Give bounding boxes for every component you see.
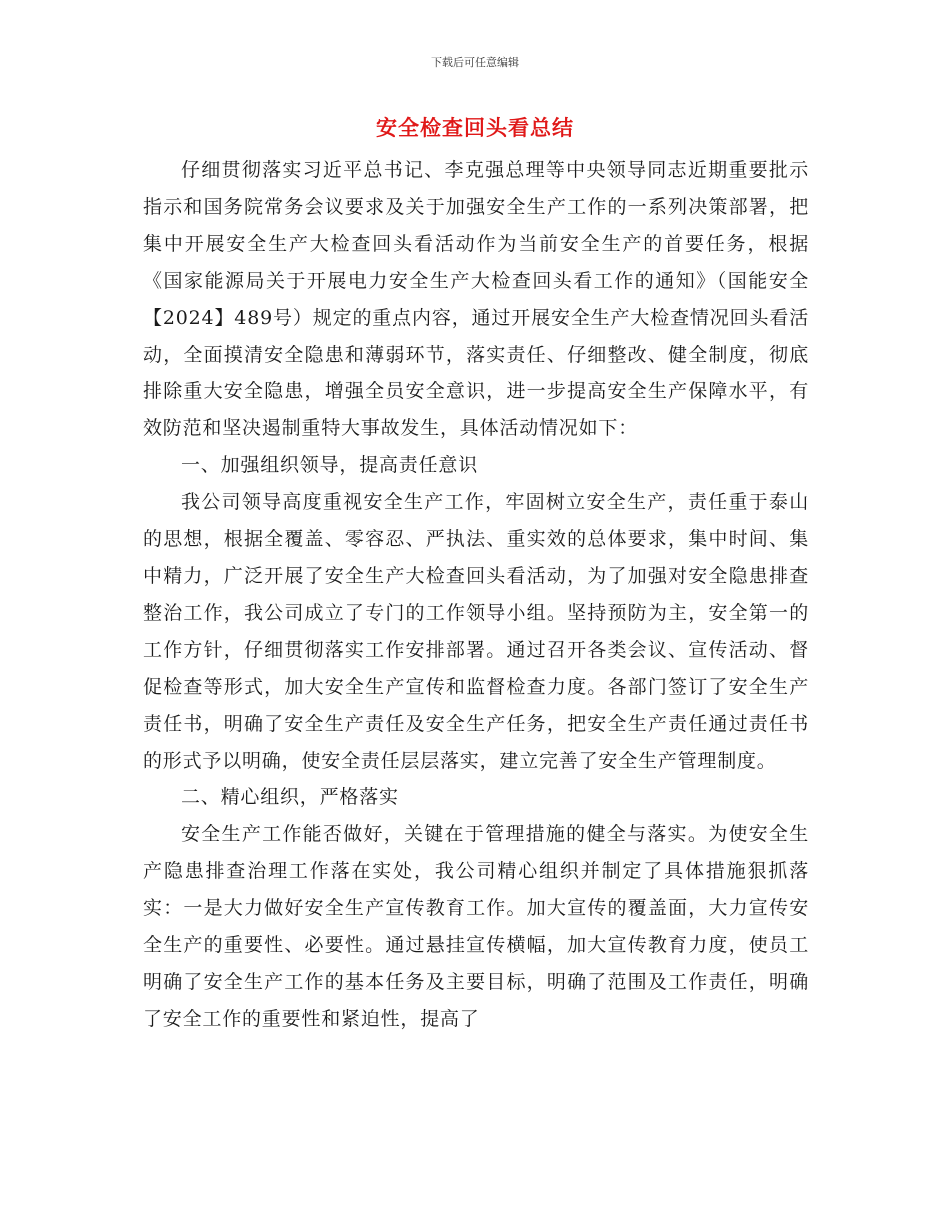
section-1-heading: 一、加强组织领导，提高责任意识 — [181, 454, 479, 477]
section-2-paragraph: 安全生产工作能否做好，关键在于管理措施的健全与落实。为使安全生产隐患排查治理工作落在实处，我公司精心组织并制定了具体措施狠抓落实：一是大力做好安全生产宣传教育工作。加大宣传的覆盖面，大力宣传安全生产的重要性、必要性。通过悬挂宣传横幅，加大宣传教育力度，使员工明确了安全生产工作的基本任务及主要目标，明确了范围及工作责任，明确了安全工作的重要性和紧迫性，提高了 — [143, 823, 809, 1030]
page-header-note: 下载后可任意编辑 — [431, 56, 519, 69]
section-1-paragraph: 我公司领导高度重视安全生产工作，牢固树立安全生产，责任重于泰山的思想，根据全覆盖、零容忍、严执法、重实效的总体要求，集中时间、集中精力，广泛开展了安全生产大检查回头看活动，为了加强对安全隐患排查整治工作，我公司成立了专门的工作领导小组。坚持预防为主，安全第一的工作方针，仔细贯彻落实工作安排部署。通过召开各类会议、宣传活动、督促检查等形式，加大安全生产宣传和监督检查力度。各部门签订了安全生产责任书，明确了安全生产责任及安全生产任务，把安全生产责任通过责任书的形式予以明确，使安全责任层层落实，建立完善了安全生产管理制度。 — [143, 491, 809, 772]
document-title: 安全检查回头看总结 — [376, 115, 574, 140]
intro-paragraph: 仔细贯彻落实习近平总书记、李克强总理等中央领导同志近期重要批示指示和国务院常务会议要求及关于加强安全生产工作的一系列决策部署，把集中开展安全生产大检查回头看活动作为当前安全生产的首要任务，根据《国家能源局关于开展电力安全生产大检查回头看工作的通知》（国能安全【2024】489号）规定的重点内容，通过开展安全生产大检查情况回头看活动，全面摸清安全隐患和薄弱环节，落实责任、仔细整改、健全制度，彻底排除重大安全隐患，增强全员安全意识，进一步提高安全生产保障水平，有效防范和坚决遏制重特大事故发生，具体活动情况如下： — [143, 159, 809, 440]
section-2-heading: 二、精心组织，严格落实 — [181, 786, 399, 809]
document-body — [143, 152, 809, 1038]
